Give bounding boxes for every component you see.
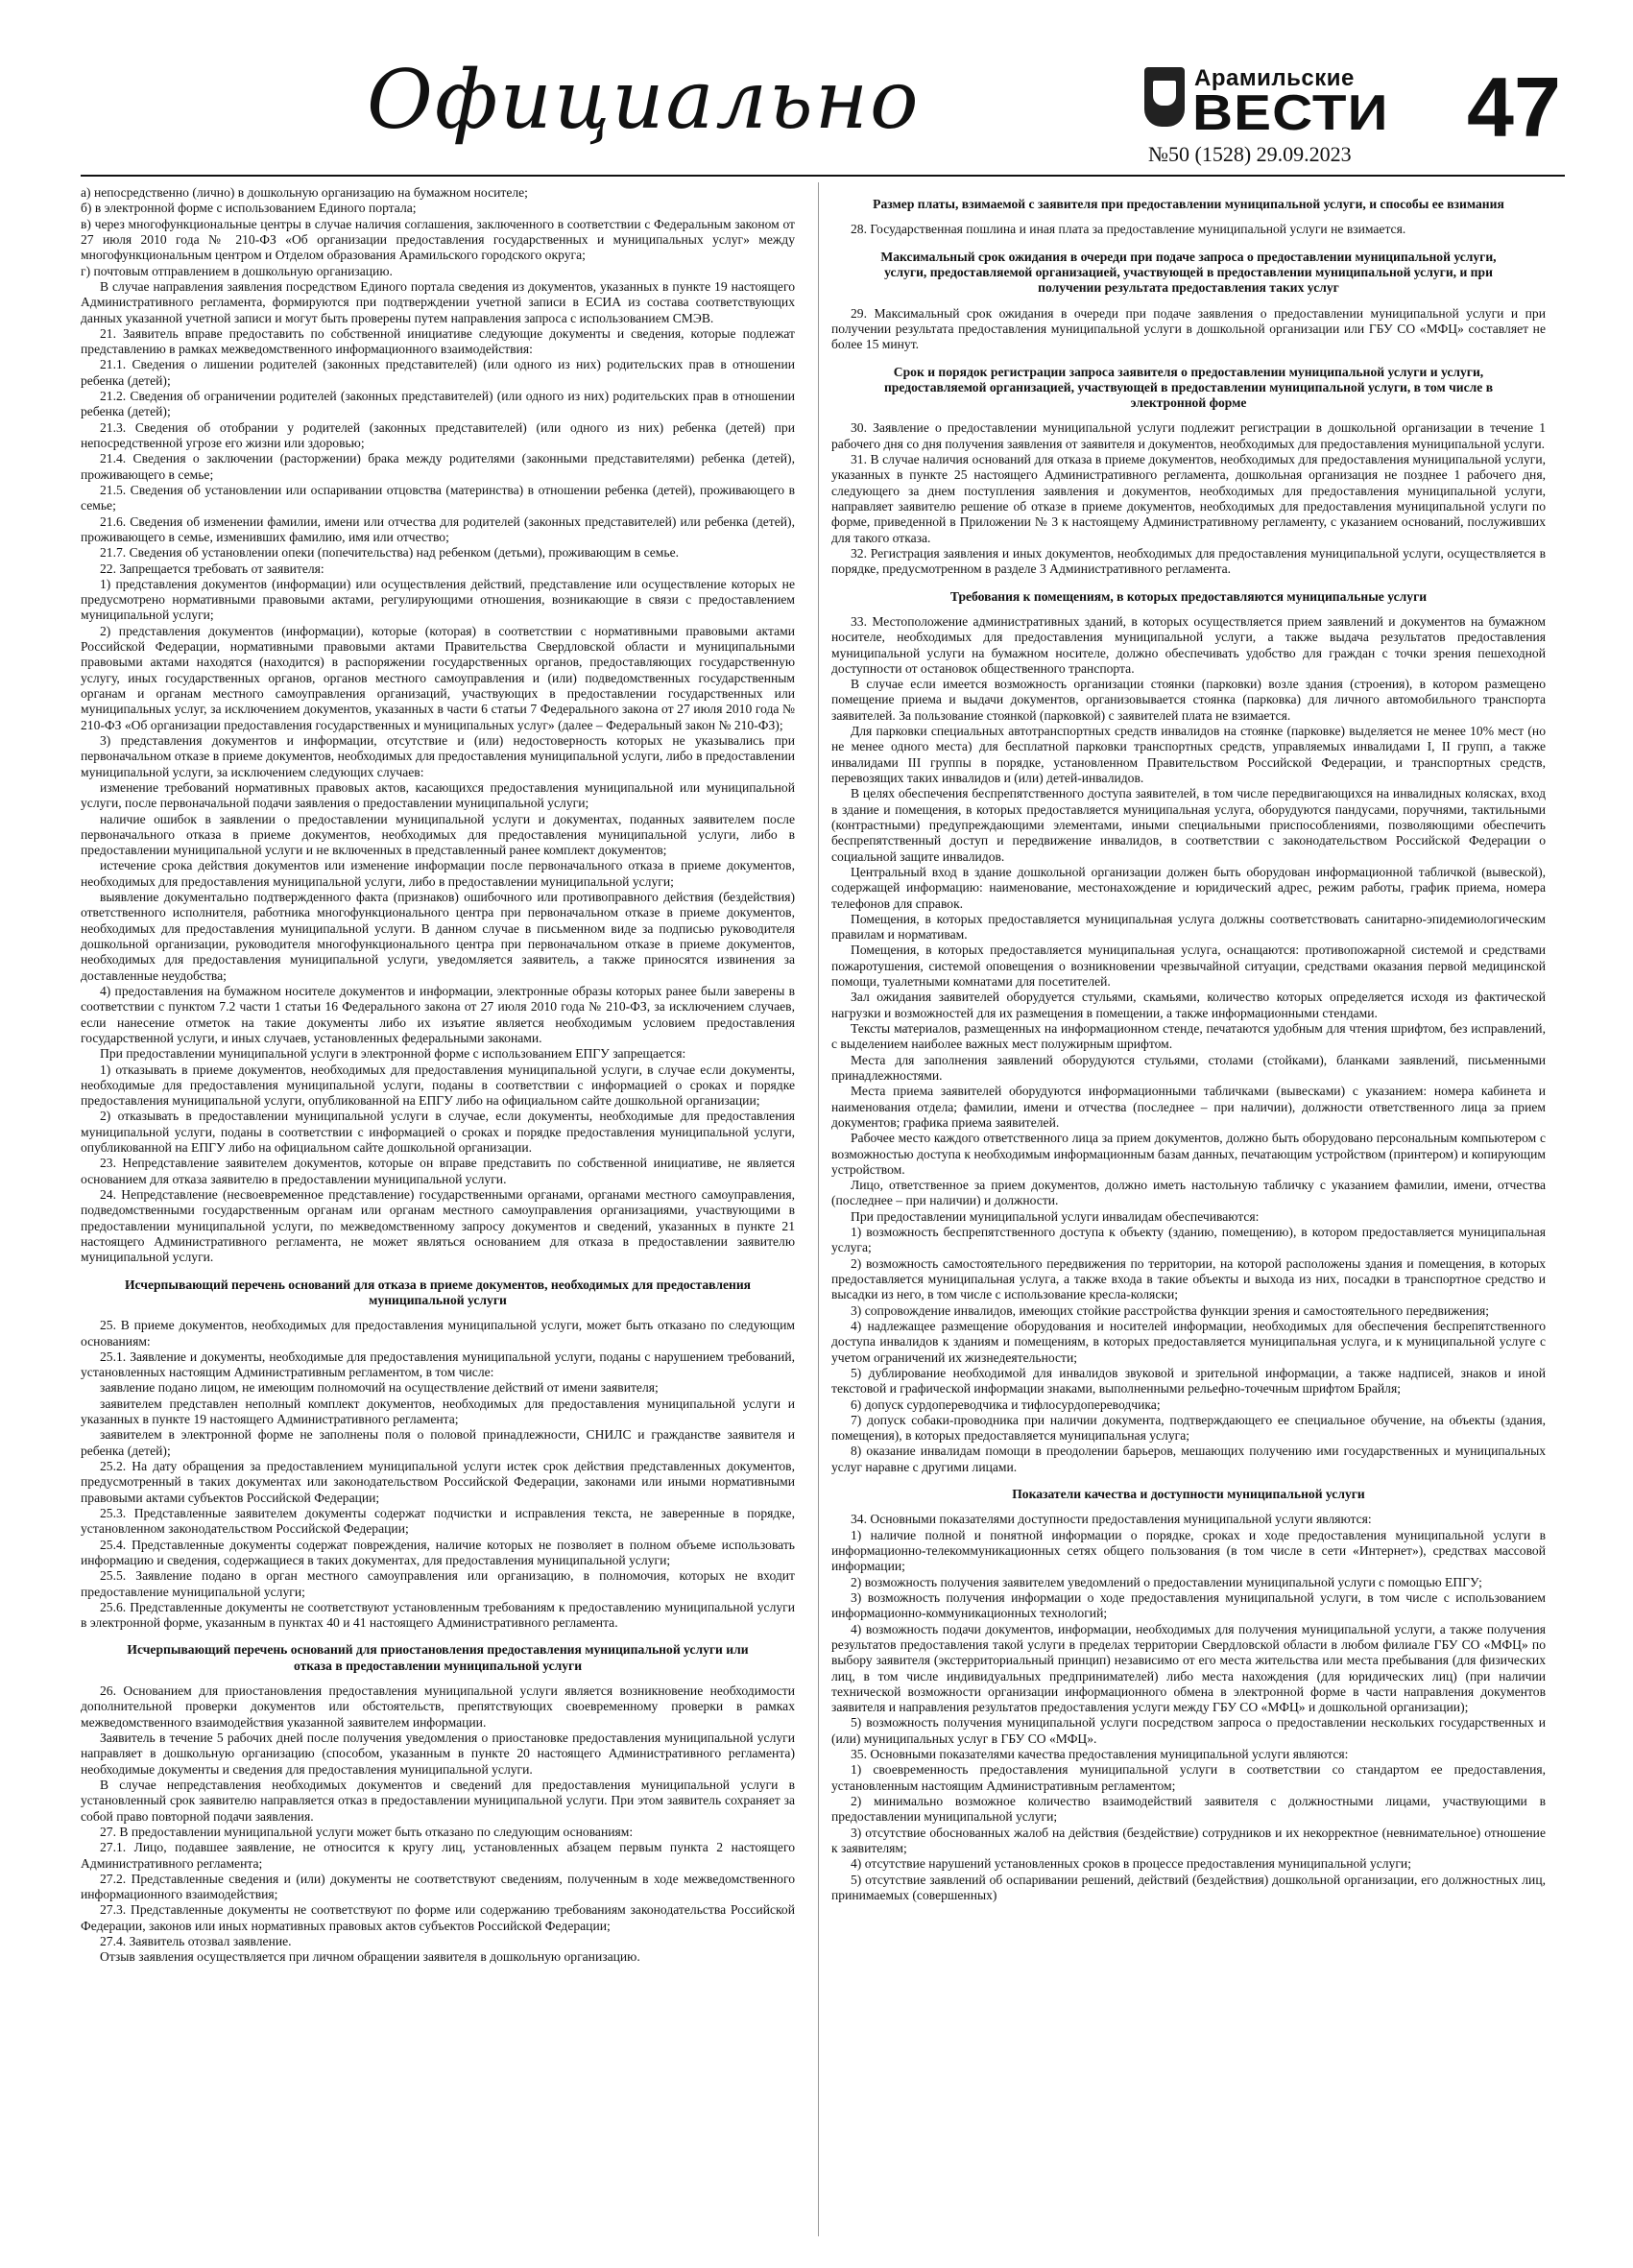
section-heading: Размер платы, взимаемой с заявителя при предоставлении муниципальной услуги, и способы ее взимания [873,197,1504,211]
paragraph: 28. Государственная пошлина и иная плата за предоставление муниципальной услуги не взимается. [851,222,1406,237]
paragraph: истечение срока действия документов или изменение информации после первоначального отказа в приеме документов, необходимых для предоставления муниципальной услуги, либо в предоставлении муниципальной услуги; [81,858,795,889]
paragraph: 4) предоставления на бумажном носителе документов и информации, электронные образы которых ранее были заверены в соответствии с пунктом 7.2 части 1 статьи 16 Федерального закона от 27 июля 2010 года № 210-ФЗ, за исключением случаев, если нанесение отметок на такие документы либо их изъятие является необходимым условием предоставления государственной услуги, и иных случаев, установленных федеральными законами. [81,983,795,1045]
section-title: Официально [367,53,921,147]
paragraph: 22. Запрещается требовать от заявителя: [100,561,324,576]
paragraph: 21.6. Сведения об изменении фамилии, имени или отчества для родителей (законных представителей) или ребенка (детей), проживающего в семье, изменивших фамилию, имя или отчество; [81,513,795,544]
paragraph: 35. Основными показателями качества предоставления муниципальной услуги являются: [851,1747,1349,1762]
paragraph: 30. Заявление о предоставлении муниципальной услуги подлежит регистрации в дошкольной организации в течение 1 рабочего дня со дня получения заявления от заявителя и документов, необходимых для предоставления муниципальной услуги. [831,420,1546,451]
issue-info: №50 (1528) 29.09.2023 [1148,142,1352,166]
paragraph: 2) минимально возможное количество взаимодействий заявителя с должностными лицами, участвующими в предоставлении муниципальной услуги; [831,1794,1546,1825]
paragraph: Лицо, ответственное за прием документов, должно иметь настольную табличку с указанием фамилии, имени, отчества (последнее – при наличии) и должности. [831,1178,1546,1208]
section-heading: Максимальный срок ожидания в очереди при подаче запроса о предоставлении муниципальной услуги, услуги, предоставляемой организацией, участвующей в предоставлении муниципальной услуги, и при получении результата предоставления таких услуг [880,249,1497,296]
paragraph: изменение требований нормативных правовых актов, касающихся предоставления муниципальной или муниципальной услуги, после первоначальной подачи заявления о предоставлении муниципальной услуги; [81,779,795,811]
coat-of-arms-icon [1144,67,1185,127]
paragraph: 3) сопровождение инвалидов, имеющих стойкие расстройства функции зрения и самостоятельного передвижения; [851,1302,1490,1318]
paragraph: 21.3. Сведения об отобрании у родителей (законных представителей) (или одного из них) ребенка (детей) при непосредственной угрозе его жизни или здоровью; [81,419,795,450]
paragraph: 25.6. Представленные документы не соответствуют установленным требованиям к предоставлению муниципальной услуги в электронной форме, указанным в пунктах 40 и 41 настоящего Административного регламента. [81,1599,795,1631]
paragraph: 5) дублирование необходимой для инвалидов звуковой и зрительной информации, а также надписей, знаков и иной текстовой и графической информации знаками, выполненными рельефно-точечным шрифтом Брайля; [831,1365,1546,1397]
paragraph: в) через многофункциональные центры в случае наличия соглашения, заключенного в соответствии с Федеральным законом от 27 июля 2010 года № 210-ФЗ «Об организации предоставления государственных и муниципальных услуг» между многофункциональным центром и Отделом образования Арамильского городского округа; [81,216,795,263]
paragraph: 5) возможность получения муниципальной услуги посредством запроса о предоставлении нескольких государственных и (или) муниципальных услуг в ГБУ СО «МФЦ». [831,1715,1546,1746]
article-column-right [831,185,1546,1903]
paragraph: заявителем в электронной форме не заполнены поля о половой принадлежности, СНИЛС и гражданстве заявителя и ребенка (детей); [81,1427,795,1458]
paragraph: 8) оказание инвалидам помощи в преодолении барьеров, мешающих получению ими государственных и муниципальных услуг наравне с другими лицами. [831,1444,1546,1474]
paragraph: 1) отказывать в приеме документов, необходимых для предоставления муниципальной услуги, в случае если документы, необходимые для предоставления муниципальной услуги, поданы в соответствии с информацией о сроках и порядке предоставления муниципальной услуги, опубликованной на ЕПГУ либо на официальном сайте дошкольной организации; [81,1062,795,1109]
paragraph: Зал ожидания заявителей оборудуется стульями, скамьями, количество которых определяется исходя из фактической нагрузки и возможностей для их размещения в помещении, а также информационными стендами. [831,990,1546,1020]
paragraph: г) почтовым отправлением в дошкольную организацию. [81,263,393,278]
paragraph: Заявитель в течение 5 рабочих дней после получения уведомления о приостановке предоставления муниципальной услуги направляет в дошкольную организацию (способом, указанным в пункте 20 настоящего Административного регламента) необходимые документы и сведения для предоставления муниципальной услуги. [81,1731,795,1777]
paragraph: 2) возможность получения заявителем уведомлений о предоставлении муниципальной услуги с помощью ЕПГУ; [851,1574,1482,1589]
paragraph: Отзыв заявления осуществляется при личном обращении заявителя в дошкольную организацию. [100,1949,640,1965]
paragraph: Рабочее место каждого ответственного лица за прием документов, должно быть оборудовано персональным компьютером с возможностью доступа к необходимым информационным базам данных, печатающим устройством (принтером) и копирующим устройством. [831,1131,1546,1177]
paragraph: 21. Заявитель вправе предоставить по собственной инициативе следующие документы и сведения, которые подлежат представлению в рамках межведомственного информационного взаимодействия: [81,325,795,357]
paragraph: 21.2. Сведения об ограничении родителей (законных представителей) (или одного из них) родительских прав в отношении ребенка (детей); [81,389,795,419]
paragraph: 6) допуск сурдопереводчика и тифлосурдопереводчика; [851,1397,1161,1412]
article-column-left [81,185,795,1966]
paragraph: Места приема заявителей оборудуются информационными табличками (вывесками) с указанием: номера кабинета и наименования отдела; фамилии, имени и отчества (последнее – при наличии), должности ответственного лица за прием документов; графика приема заявителей. [831,1084,1546,1130]
page-header [0,0,1633,175]
paragraph: 3) возможность получения информации о ходе предоставления муниципальной услуги, в том числе с использованием информационно-коммуникационных технологий; [831,1589,1546,1621]
paragraph: Для парковки специальных автотранспортных средств инвалидов на стоянке (парковке) выделяется не менее 10% мест (но не менее одного места) для бесплатной парковки транспортных средств, управляемых инвалидами I, II групп, а также инвалидами III группы в порядке, установленном Правительством Российской Федерации, и транспортных средств, перевозящих таких инвалидов и (или) детей-инвалидов. [831,724,1546,785]
paragraph: 25. В приеме документов, необходимых для предоставления муниципальной услуги, может быть отказано по следующим основаниям: [81,1318,795,1349]
paragraph: 25.5. Заявление подано в орган местного самоуправления или организацию, в полномочия, которых не входит предоставление муниципальной услуги; [81,1568,795,1599]
paragraph: 1) возможность беспрепятственного доступа к объекту (зданию, помещению), в котором предоставляется муниципальная услуга; [831,1225,1546,1255]
logo-city: Арамильские [1194,65,1355,91]
paragraph: 27.4. Заявитель отозвал заявление. [100,1934,292,1949]
paragraph: Тексты материалов, размещенных на информационном стенде, печатаются удобным для чтения шрифтом, без исправлений, с выделением наиболее важных мест полужирным шрифтом. [831,1021,1546,1052]
paragraph: В случае непредставления необходимых документов и сведений для предоставления муниципальной услуги в установленный срок заявителю направляется отказ в предоставлении муниципальной услуги. При этом заявитель сохраняет за собой право повторной подачи заявления. [81,1777,795,1824]
paragraph: 5) отсутствие заявлений об оспаривании решений, действий (бездействия) дошкольной организации, его должностных лиц, принимаемых (совершенных) [831,1872,1546,1902]
section-heading: Показатели качества и доступности муниципальной услуги [1012,1487,1365,1502]
paragraph: 27.2. Представленные сведения и (или) документы не соответствуют сведениям, полученным в ходе межведомственного информационного взаимодействия; [81,1871,795,1902]
paragraph: 25.2. На дату обращения за предоставлением муниципальной услуги истек срок действия представленных документов, предусмотренный в таких документах или законодательством Российской Федерации, законами или иными нормативными правовыми актами субъектов Российской Федерации; [81,1459,795,1505]
paragraph: Центральный вход в здание дошкольной организации должен быть оборудован информационной табличкой (вывеской), содержащей информацию: наименование, местонахождение и юридический адрес, режим работы, график приема, номера телефонов для справок. [831,864,1546,911]
paragraph: При предоставлении муниципальной услуги в электронной форме с использованием ЕПГУ запрещается: [100,1046,686,1062]
paragraph: выявление документально подтвержденного факта (признаков) ошибочного или противоправного действия (бездействия) ответственного исполнителя, работника многофункционального центра при первоначальном отказе в приеме документов, необходимых для предоставления муниципальной услуги. В данном случае в письменном виде за подписью руководителя дошкольной организации, руководителя многофункционального центра при первоначальном отказе в приеме документов, необходимых для предоставления муниципальной услуги, уведомляется заявитель, а также приносятся извинения за доставленные неудобства; [81,890,795,983]
logo-name: ВЕСТИ [1192,85,1389,141]
paragraph: заявителем представлен неполный комплект документов, необходимых для предоставления муниципальной услуги и указанных в пункте 19 настоящего Административного регламента; [81,1396,795,1427]
paragraph: 21.5. Сведения об установлении или оспаривании отцовства (материнства) в отношении ребенка (детей), проживающего в семье; [81,482,795,513]
paragraph: 25.1. Заявление и документы, необходимые для предоставления муниципальной услуги, поданы с нарушением требований, установленных настоящим Административным регламентом, в том числе: [81,1349,795,1380]
paragraph: 27. В предоставлении муниципальной услуги может быть отказано по следующим основаниям: [100,1824,634,1839]
paragraph: 2) возможность самостоятельного передвижения по территории, на которой расположены здания и помещения, в которых предоставляется муниципальная услуга, а также входа в такие объекты и выхода из них, посадки в транспортное средство и высадки из него, в том числе с использование кресла-коляски; [831,1255,1546,1302]
paragraph: 25.4. Представленные документы содержат повреждения, наличие которых не позволяет в полном объеме использовать информацию и сведения, содержащиеся в таких документах, для предоставления муниципальной услуги; [81,1537,795,1567]
paragraph: В случае направления заявления посредством Единого портала сведения из документов, указанных в пункте 19 настоящего Административного регламента, формируются при подтверждении учетной записи в ЕСИА из состава соответствующих данных указанной учетной записи и могут быть проверены путем направления запроса с использованием СМЭВ. [81,278,795,325]
paragraph: При предоставлении муниципальной услуги инвалидам обеспечиваются: [851,1208,1260,1224]
paragraph: а) непосредственно (лично) в дошкольную организацию на бумажном носителе; [81,185,528,200]
paragraph: 1) наличие полной и понятной информации о порядке, сроках и ходе предоставления муниципальной услуги в информационно-телекоммуникационных сетях общего пользования (в том числе в сети «Интернет»), средствах массовой информации; [831,1527,1546,1574]
paragraph: 21.7. Сведения об установлении опеки (попечительства) над ребенком (детьми), проживающим в семье. [100,545,680,561]
paragraph: 4) отсутствие нарушений установленных сроков в процессе предоставления муниципальной услуги; [851,1856,1411,1872]
paragraph: б) в электронной форме с использованием Единого портала; [81,201,417,216]
paragraph: В случае если имеется возможность организации стоянки (парковки) возле здания (строения), в котором размещено помещение приема и выдачи документов, организовывается стоянка (парковка) для личного автомобильного транспорта заявителей. За пользование стоянкой (парковкой) с заявителей плата не взимается. [831,677,1546,723]
paragraph: 1) своевременность предоставления муниципальной услуги в соответствии со стандартом ее предоставления, установленным настоящим Административным регламентом; [831,1762,1546,1793]
paragraph: 31. В случае наличия оснований для отказа в приеме документов, необходимых для предоставления муниципальной услуги, указанных в пункте 25 настоящего Административного регламента, дошкольная организация не позднее 1 рабочего дня, следующего за днем поступления заявления и документов, необходимых для предоставления муниципальной услуги, направляет заявителю решение об отказе в приеме документов, необходимых для предоставления муниципальной услуги по форме, приведенной в Приложении № 3 к настоящему Административному регламенту, с указанием оснований, послуживших для такого отказа. [831,452,1546,545]
paragraph: наличие ошибок в заявлении о предоставлении муниципальной услуги и документах, поданных заявителем после первоначального отказа в приеме документов, необходимых для предоставления муниципальной услуги, либо в предоставлении муниципальной услуги и не включенных в представленный ранее комплект документов; [81,811,795,858]
paragraph: 1) представления документов (информации) или осуществления действий, представление или осуществление которых не предусмотрено нормативными правовыми актами, регулирующими отношения, возникающие в связи с предоставлением муниципальной услуги; [81,576,795,623]
section-heading: Срок и порядок регистрации запроса заявителя о предоставлении муниципальной услуги и услуги, предоставляемой организацией, участвующей в предоставлении муниципальной услуги, в том числе в электронной форме [883,364,1494,411]
paragraph: 27.1. Лицо, подавшее заявление, не относится к кругу лиц, установленных абзацем первым пункта 2 настоящего Административного регламента; [81,1840,795,1871]
paragraph: 3) представления документов и информации, отсутствие и (или) недостоверность которых не указывались при первоначальном отказе в приеме документов, необходимых для предоставления муниципальной услуги, либо в предоставлении муниципальной услуги, за исключением следующих случаев: [81,732,795,779]
paragraph: 4) надлежащее размещение оборудования и носителей информации, необходимых для обеспечения беспрепятственного доступа инвалидов к зданиям и помещениям, в которых предоставляется муниципальная услуга, и к муниципальной услуге с учетом ограничений их жизнедеятельности; [831,1318,1546,1365]
paragraph: 4) возможность подачи документов, информации, необходимых для получения муниципальной услуги, а также получения результатов предоставления такой услуги в пределах территории Свердловской области в любом филиале ГБУ СО «МФЦ» по выбору заявителя (экстерриториальный принцип) независимо от его места жительства или места пребывания (для физических лиц, в том числе индивидуальных предпринимателей) либо места нахождения (для юридических лиц) (при наличии технической возможности организации информационного обмена в электронной форме в части направления документов заявителя и направления результатов предоставления услуги между ГБУ СО «МФЦ» и дошкольной организации); [831,1621,1546,1715]
paragraph: 25.3. Представленные заявителем документы содержат подчистки и исправления текста, не заверенные в порядке, установленном законодательством Российской Федерации; [81,1505,795,1537]
page-number: 47 [1467,60,1561,155]
paragraph: Помещения, в которых предоставляется муниципальная услуга должны соответствовать санитарно-эпидемиологическим правилам и нормативам. [831,911,1546,943]
paragraph: В целях обеспечения беспрепятственного доступа заявителей, в том числе передвигающихся на инвалидных колясках, вход в здание и помещения, в которых предоставляется муниципальная услуга, оборудуются пандусами, поручнями, тактильными (контрастными) предупреждающими элементами, иными специальными приспособлениями, позволяющими обеспечить беспрепятственный доступ и передвижение инвалидов, в соответствии с законодательством Российской Федерации о социальной защите инвалидов. [831,786,1546,864]
paragraph: 2) представления документов (информации), которые (которая) в соответствии с нормативными правовыми актами Российской Федерации, нормативными правовыми актами Правительства Свердловской области и муниципальными правовыми актами находятся (находится) в распоряжении государственных органов, предоставляющих государственную услугу, иных государственных органов, органов местного самоуправления и (или) подведомственных государственным органам и органам местного самоуправления организаций, участвующих в предоставлении государственных или муниципальных услуг, за исключением документов, указанных в части 6 статьи 7 Федерального закона от 27 июля 2010 года № 210-ФЗ «Об организации предоставления государственных и муниципальных услуг» (далее – Федеральный закон № 210-ФЗ); [81,623,795,732]
paragraph: 23. Непредставление заявителем документов, которые он вправе представить по собственной инициативе, не является основанием для отказа заявителю в предоставлении муниципальной услуги. [81,1156,795,1186]
paragraph: Места для заполнения заявлений оборудуются стульями, столами (стойками), бланками заявлений, письменными принадлежностями. [831,1052,1546,1083]
paragraph: 21.1. Сведения о лишении родителей (законных представителей) (или одного из них) родительских прав в отношении ребенка (детей); [81,357,795,388]
paragraph: 33. Местоположение административных зданий, в которых осуществляется прием заявлений и документов на бумажном носителе, необходимых для предоставления муниципальной услуги, а также выдача результатов предоставления муниципальной услуги на бумажном носителе, должно обеспечивать удобство для граждан с точки зрения пешеходной доступности от остановок общественного транспорта. [831,613,1546,676]
paragraph: 24. Непредставление (несвоевременное представление) государственными органами, органами местного самоуправления, подведомственными государственным органам или органам местного самоуправления организациями, участвующими в предоставлении муниципальной услуги, по межведомственному запросу документов и сведений, указанных в пункте 21 настоящего Административного регламента, не может являться основанием для отказа в предоставлении заявителю муниципальной услуги. [81,1187,795,1265]
paragraph: 2) отказывать в предоставлении муниципальной услуги в случае, если документы, необходимые для предоставления муниципальной услуги, поданы в соответствии с информацией о сроках и порядке предоставления муниципальной услуги, опубликованной на ЕПГУ либо на официальном сайте дошкольной организации. [81,1109,795,1156]
paragraph: 21.4. Сведения о заключении (расторжении) брака между родителями (законными представителями) ребенка (детей), проживающего в семье; [81,451,795,482]
paragraph: 26. Основанием для приостановления предоставления муниципальной услуги является возникновение необходимости дополнительной проверки документов или обстоятельств, препятствующих своевременному проверки в рамках межведомственного взаимодействия указанной заявителем информации. [81,1683,795,1730]
section-heading: Исчерпывающий перечень оснований для приостановления предоставления муниципальной услуги или отказа в предоставлении муниципальной услуги [127,1642,749,1673]
paragraph: 7) допуск собаки-проводника при наличии документа, подтверждающего ее специальное обучение, на объекты (здания, помещения), в которых предоставляется муниципальная услуга; [831,1412,1546,1444]
column-divider [818,182,819,2236]
paragraph: 34. Основными показателями доступности предоставления муниципальной услуги являются: [851,1512,1372,1527]
section-heading: Требования к помещениям, в которых предоставляются муниципальные услуги [949,588,1428,604]
header-divider [81,175,1565,177]
paragraph: 32. Регистрация заявления и иных документов, необходимых для предоставления муниципальной услуги, осуществляется в порядке, предусмотренном в разделе 3 Административного регламента. [831,545,1546,577]
paragraph: Помещения, в которых предоставляется муниципальная услуга, оснащаются: противопожарной системой и средствами пожаротушения, системой оповещения о возникновении чрезвычайной ситуации, средствами оказания первой медицинской помощи, туалетными комнатами для посетителей. [831,943,1546,990]
paragraph: 29. Максимальный срок ожидания в очереди при подаче заявления о предоставлении муниципальной услуги и при получении результата предоставления муниципальной услуги в дошкольной организации или ГБУ СО «МФЦ» составляет не более 15 минут. [831,305,1546,352]
paragraph: 27.3. Представленные документы не соответствуют по форме или содержанию требованиям законодательства Российской Федерации, законов или иных нормативных правовых актов субъектов Российской Федерации; [81,1902,795,1933]
newspaper-logo [1144,65,1389,142]
section-heading: Исчерпывающий перечень оснований для отказа в приеме документов, необходимых для предоставления муниципальной услуги [124,1277,752,1307]
paragraph: 3) отсутствие обоснованных жалоб на действия (бездействие) сотрудников и их некорректное (невнимательное) отношение к заявителям; [831,1825,1546,1855]
paragraph: заявление подано лицом, не имеющим полномочий на осуществление действий от имени заявителя; [100,1380,659,1396]
